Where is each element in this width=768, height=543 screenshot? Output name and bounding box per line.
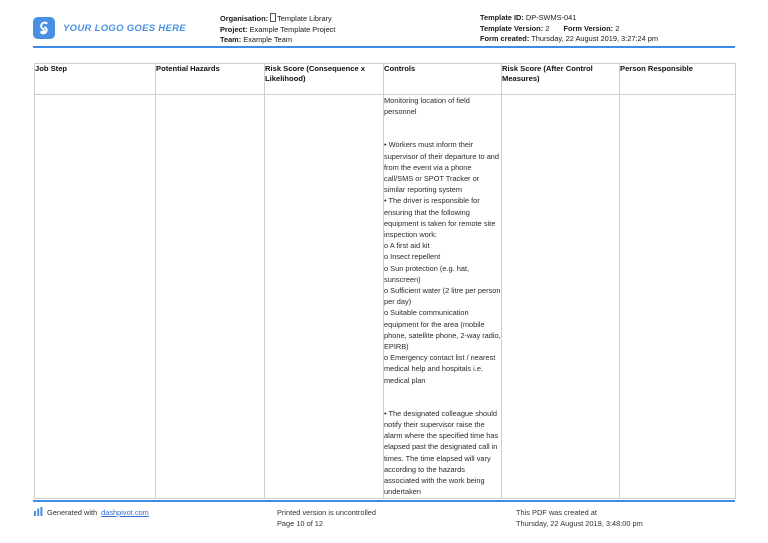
meta-organisation-value: Template Library: [277, 14, 332, 23]
cell-potential-hazards[interactable]: [156, 95, 265, 499]
cell-person-responsible[interactable]: [620, 95, 736, 499]
header-divider: [33, 46, 735, 48]
controls-line-7: o Sufficient water (2 litre per person per day): [384, 286, 501, 307]
swms-table-container: [34, 63, 735, 497]
bar-chart-icon: [34, 507, 43, 516]
controls-line-8: o Suitable communication equipment for the area (mobile phone, satellite phone, 2-way radio, EPIRB): [384, 308, 501, 352]
controls-line-2: • Workers must inform their supervisor of their departure to and from the event via a phone call/SMS or SPOT Tracker or similar reporting system: [384, 140, 500, 195]
meta-organisation-label: Organisation:: [220, 14, 269, 23]
header-meta-left: [220, 13, 335, 46]
meta-form-version-label: Form Version:: [563, 23, 614, 33]
meta-project-value: Example Template Project: [249, 24, 336, 34]
column-header-person-responsible: Person Responsible: [620, 64, 736, 95]
controls-spacer-1: [384, 117, 501, 128]
column-header-controls: Controls: [384, 64, 502, 95]
column-header-risk-score-consequence: Risk Score (Consequence x Likelihood): [265, 64, 384, 95]
controls-line-0: Monitoring location of field personnel: [384, 96, 470, 117]
table-row: [35, 95, 736, 499]
page-header: [0, 0, 768, 48]
footer-created-info: [516, 507, 643, 529]
controls-spacer-4: [384, 397, 501, 408]
column-header-risk-score-after: Risk Score (After Control Measures): [502, 64, 620, 95]
footer-created-label: This PDF was created at: [516, 508, 597, 517]
meta-form-created-label: Form created:: [480, 34, 530, 44]
meta-team-value: Example Team: [243, 35, 293, 45]
meta-team-label: Team:: [220, 35, 242, 45]
controls-line-9: o Emergency contact list / nearest medical help and hospitals i.e. medical plan: [384, 353, 496, 385]
table-header-row: [35, 64, 736, 95]
dashpivot-link[interactable]: dashpivot.com: [101, 508, 149, 517]
meta-form-version-value: 2: [615, 23, 620, 33]
footer-page-number: Page 10 of 12: [277, 519, 324, 528]
meta-template-version-label: Template Version:: [480, 23, 544, 33]
controls-line-11: • The designated colleague should notify their supervisor raise the alarm where the specified time has elapsed past the designated call in times. The time elapsed will vary according to the hazards associated with the work being undertaken: [384, 408, 499, 497]
meta-form-created-value: Thursday, 22 August 2019, 3:27:24 pm: [531, 34, 659, 44]
meta-template-id-value: DP-SWMS-041: [525, 13, 577, 22]
cell-job-step[interactable]: [35, 95, 156, 499]
meta-template-id: [480, 13, 658, 24]
missing-glyph-icon: [270, 13, 276, 22]
logo-block: [33, 17, 186, 39]
meta-project: [220, 25, 335, 36]
controls-spacer-3: [384, 386, 501, 397]
meta-organisation: [220, 13, 335, 25]
dashpivot-logo-icon: [33, 17, 55, 39]
footer-created-timestamp: Thursday, 22 August 2019, 3:48:00 pm: [516, 519, 643, 528]
meta-template-id-label: Template ID:: [480, 13, 524, 22]
controls-line-3: • The driver is responsible for ensuring that the following equipment is taken for remote site inspection work:: [384, 196, 496, 240]
column-header-potential-hazards: Potential Hazards: [156, 64, 265, 95]
swms-table: [34, 63, 736, 499]
header-meta-right: [480, 13, 658, 45]
footer-print-info: [277, 507, 376, 529]
controls-spacer-2: [384, 128, 501, 139]
footer-generated-label: Generated with: [47, 508, 98, 517]
column-header-job-step: Job Step: [35, 64, 156, 95]
cell-risk-score-after[interactable]: [502, 95, 620, 499]
meta-template-version-value: 2: [545, 23, 550, 33]
footer-generated-with: [34, 507, 149, 518]
meta-project-label: Project:: [220, 24, 248, 34]
footer-divider: [33, 500, 735, 502]
cell-controls[interactable]: [384, 95, 502, 499]
meta-versions: [480, 24, 658, 35]
logo-text: YOUR LOGO GOES HERE: [63, 22, 186, 34]
controls-line-4: o A first aid kit: [384, 241, 430, 251]
cell-risk-score-consequence[interactable]: [265, 95, 384, 499]
footer-printed-notice: Printed version is uncontrolled: [277, 508, 377, 517]
meta-form-created: [480, 34, 658, 45]
controls-line-6: o Sun protection (e.g. hat, sunscreen): [384, 263, 470, 284]
controls-line-5: o Insect repellent: [384, 252, 441, 262]
meta-team: [220, 35, 335, 46]
